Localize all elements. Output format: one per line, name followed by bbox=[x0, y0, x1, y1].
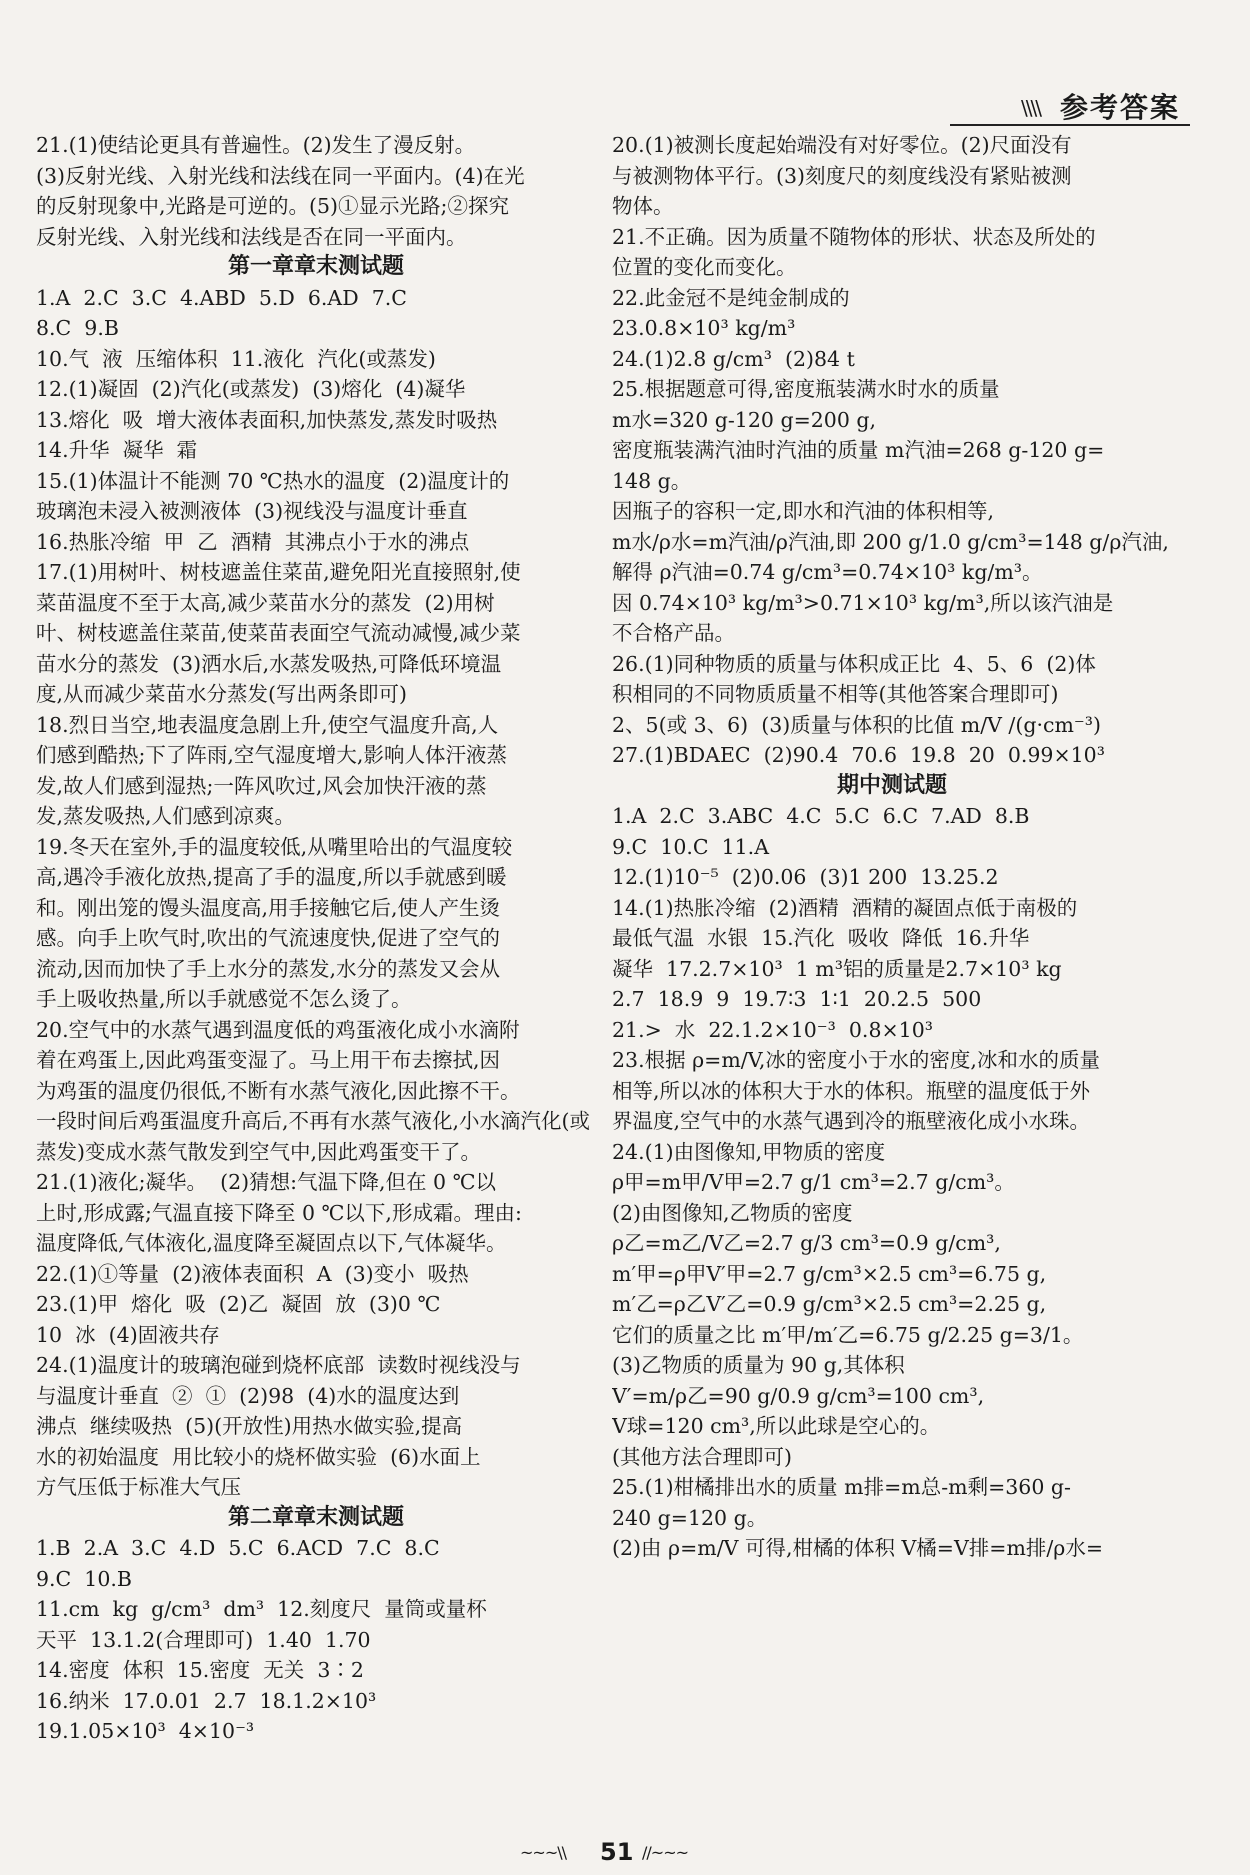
header-rule bbox=[950, 124, 1190, 126]
answer-line: (3)乙物质的质量为 90 g,其体积 bbox=[612, 1353, 905, 1377]
answer-line: 25.(1)柑橘排出水的质量 m排=m总-m剩=360 g- bbox=[612, 1475, 1071, 1499]
answer-line: 与被测物体平行。(3)刻度尺的刻度线没有紧贴被测 bbox=[612, 163, 1072, 188]
answer-line: 手上吸收热量,所以手就感觉不怎么烫了。 bbox=[36, 987, 412, 1011]
answer-line: 25.根据题意可得,密度瓶装满水时水的质量 bbox=[612, 377, 1000, 401]
answer-line: 的反射现象中,光路是可逆的。(5)①显示光路;②探究 bbox=[36, 194, 509, 218]
header-decoration: \\\\ bbox=[1021, 96, 1040, 120]
answer-line: 一段时间后鸡蛋温度升高后,不再有水蒸气液化,小水滴汽化(或 bbox=[36, 1109, 591, 1133]
answer-line: 沸点 继续吸热 (5)(开放性)用热水做实验,提高 bbox=[36, 1414, 463, 1438]
answer-line: 高,遇冷手液化放热,提高了手的温度,所以手就感到暖 bbox=[36, 865, 507, 889]
answer-line: 18.烈日当空,地表温度急剧上升,使空气温度升高,人 bbox=[36, 712, 499, 737]
answer-line: (其他方法合理即可) bbox=[612, 1444, 792, 1469]
answer-line: 22.此金冠不是纯金制成的 bbox=[612, 285, 850, 310]
answer-line: 因瓶子的容积一定,即水和汽油的体积相等, bbox=[612, 499, 995, 523]
answer-line: 23.0.8×10³ kg/m³ bbox=[612, 316, 796, 340]
answer-line: 和。刚出笼的馒头温度高,用手接触它后,使人产生烫 bbox=[36, 895, 501, 920]
answer-line: 不合格产品。 bbox=[612, 621, 735, 645]
answer-line: 21.(1)液化;凝华。 (2)猜想:气温下降,但在 0 ℃以 bbox=[36, 1170, 497, 1194]
answer-line: 19.1.05×10³ 4×10⁻³ bbox=[36, 1719, 255, 1743]
answer-line: 上时,形成露;气温直接下降至 0 ℃以下,形成霜。理由: bbox=[36, 1200, 522, 1225]
answer-line: 21.(1)使结论更具有普遍性。(2)发生了漫反射。 bbox=[36, 133, 476, 157]
answer-line: 积相同的不同物质质量不相等(其他答案合理即可) bbox=[612, 682, 1059, 706]
answer-line: 11.cm kg g/cm³ dm³ 12.刻度尺 量筒或量杯 bbox=[36, 1597, 487, 1621]
answer-line: 14.密度 体积 15.密度 无关 3∶2 bbox=[36, 1658, 364, 1682]
answer-line: 密度瓶装满汽油时汽油的质量 m汽油=268 g-120 g= bbox=[612, 438, 1105, 462]
answer-line: 2、5(或 3、6) (3)质量与体积的比值 m/V /(g·cm⁻³) bbox=[612, 712, 1101, 737]
answer-line: 10.气 液 压缩体积 11.液化 汽化(或蒸发) bbox=[36, 346, 436, 371]
answer-line: 水的初始温度 用比较小的烧杯做实验 (6)水面上 bbox=[36, 1444, 481, 1469]
answer-line: 13.熔化 吸 增大液体表面积,加快蒸发,蒸发时吸热 bbox=[36, 407, 498, 432]
section-heading: 第二章章末测试题 bbox=[227, 1504, 404, 1530]
answer-line: 20.空气中的水蒸气遇到温度低的鸡蛋液化成小水滴附 bbox=[36, 1017, 520, 1042]
answer-line: 23.(1)甲 熔化 吸 (2)乙 凝固 放 (3)0 ℃ bbox=[36, 1292, 441, 1316]
answer-line: ρ乙=m乙/V乙=2.7 g/3 cm³=0.9 g/cm³, bbox=[612, 1231, 1001, 1255]
answer-line: m水=320 g-120 g=200 g, bbox=[612, 407, 877, 432]
left-column bbox=[36, 130, 596, 1747]
answer-line: 240 g=120 g。 bbox=[612, 1505, 768, 1530]
answer-line: ρ甲=m甲/V甲=2.7 g/1 cm³=2.7 g/cm³。 bbox=[612, 1170, 1015, 1194]
answer-line: 9.C 10.C 11.A bbox=[612, 834, 770, 859]
answer-line: V′=m/ρ乙=90 g/0.9 g/cm³=100 cm³, bbox=[612, 1383, 985, 1408]
answer-line: 20.(1)被测长度起始端没有对好零位。(2)尺面没有 bbox=[612, 133, 1072, 157]
answer-line: 26.(1)同种物质的质量与体积成正比 4、5、6 (2)体 bbox=[612, 651, 1096, 676]
answer-line: 24.(1)由图像知,甲物质的密度 bbox=[612, 1139, 886, 1164]
answer-line: 最低气温 水银 15.汽化 吸收 降低 16.升华 bbox=[612, 926, 1030, 950]
answer-line: 14.升华 凝华 霜 bbox=[36, 438, 198, 462]
answer-line: 们感到酷热;下了阵雨,空气湿度增大,影响人体汗液蒸 bbox=[36, 743, 507, 767]
answer-line: 15.(1)体温计不能测 70 ℃热水的温度 (2)温度计的 bbox=[36, 468, 510, 493]
answer-line: 17.(1)用树叶、树枝遮盖住菜苗,避免阳光直接照射,使 bbox=[36, 560, 521, 584]
answer-line: 反射光线、入射光线和法线是否在同一平面内。 bbox=[36, 224, 467, 249]
answer-line: 发,蒸发吸热,人们感到凉爽。 bbox=[36, 804, 296, 828]
answer-line: 天平 13.1.2(合理即可) 1.40 1.70 bbox=[36, 1627, 371, 1652]
answer-line: m水/ρ水=m汽油/ρ汽油,即 200 g/1.0 g/cm³=148 g/ρ汽油, bbox=[612, 529, 1169, 554]
answer-line: 流动,因而加快了手上水分的蒸发,水分的蒸发又会从 bbox=[36, 956, 501, 981]
answer-line: 解得 ρ汽油=0.74 g/cm³=0.74×10³ kg/m³。 bbox=[612, 560, 1043, 584]
answer-line: 因 0.74×10³ kg/m³>0.71×10³ kg/m³,所以该汽油是 bbox=[612, 590, 1114, 615]
answer-line: 24.(1)2.8 g/cm³ (2)84 t bbox=[612, 346, 855, 371]
answer-line: 位置的变化而变化。 bbox=[612, 255, 797, 279]
answer-line: 24.(1)温度计的玻璃泡碰到烧杯底部 读数时视线没与 bbox=[36, 1353, 521, 1377]
answer-line: (2)由 ρ=m/V 可得,柑橘的体积 V橘=V排=m排/ρ水= bbox=[612, 1536, 1104, 1560]
footer-decoration-right: //~~~ bbox=[642, 1843, 688, 1862]
answer-line: 16.热胀冷缩 甲 乙 酒精 其沸点小于水的沸点 bbox=[36, 529, 470, 554]
answer-line: (3)反射光线、入射光线和法线在同一平面内。(4)在光 bbox=[36, 163, 525, 188]
answer-line: 148 g。 bbox=[612, 468, 692, 493]
answer-line: 度,从而减少菜苗水分蒸发(写出两条即可) bbox=[36, 682, 408, 706]
answer-line: 2.7 18.9 9 19.7∶3 1∶1 20.2.5 500 bbox=[612, 987, 982, 1011]
answer-line: 菜苗温度不至于太高,减少菜苗水分的蒸发 (2)用树 bbox=[36, 590, 495, 615]
answer-line: 12.(1)凝固 (2)汽化(或蒸发) (3)熔化 (4)凝华 bbox=[36, 377, 466, 401]
answer-line: 叶、树枝遮盖住菜苗,使菜苗表面空气流动减慢,减少菜 bbox=[36, 621, 521, 645]
answer-line: 温度降低,气体液化,温度降至凝固点以下,气体凝华。 bbox=[36, 1231, 507, 1255]
answer-line: 21.> 水 22.1.2×10⁻³ 0.8×10³ bbox=[612, 1017, 933, 1042]
answer-line: 22.(1)①等量 (2)液体表面积 A (3)变小 吸热 bbox=[36, 1261, 469, 1286]
answer-line: (2)由图像知,乙物质的密度 bbox=[612, 1200, 853, 1225]
answer-line: 凝华 17.2.7×10³ 1 m³铝的质量是2.7×10³ kg bbox=[612, 956, 1062, 981]
answer-line: 14.(1)热胀冷缩 (2)酒精 酒精的凝固点低于南极的 bbox=[612, 895, 1078, 920]
answer-line: 感。向手上吹气时,吹出的气流速度快,促进了空气的 bbox=[36, 926, 501, 950]
answer-line: V球=120 cm³,所以此球是空心的。 bbox=[612, 1414, 941, 1438]
answer-line: 27.(1)BDAEC (2)90.4 70.6 19.8 20 0.99×10³ bbox=[612, 743, 1105, 767]
answer-line: 9.C 10.B bbox=[36, 1566, 132, 1591]
answer-line: 为鸡蛋的温度仍很低,不断有水蒸气液化,因此擦不干。 bbox=[36, 1078, 521, 1103]
answer-line: 发,故人们感到湿热;一阵风吹过,风会加快汗液的蒸 bbox=[36, 773, 487, 798]
answer-line: m′乙=ρ乙V′乙=0.9 g/cm³×2.5 cm³=2.25 g, bbox=[612, 1292, 1047, 1316]
page-header-title: 参考答案 bbox=[1059, 91, 1180, 124]
answer-line: 界温度,空气中的水蒸气遇到冷的瓶壁液化成小水珠。 bbox=[612, 1109, 1091, 1133]
answer-line: 苗水分的蒸发 (3)洒水后,水蒸发吸热,可降低环境温 bbox=[36, 651, 502, 676]
answer-line: 它们的质量之比 m′甲/m′乙=6.75 g/2.25 g=3/1。 bbox=[612, 1322, 1084, 1347]
answer-line: 19.冬天在室外,手的温度较低,从嘴里哈出的气温度较 bbox=[36, 834, 513, 859]
answer-line: m′甲=ρ甲V′甲=2.7 g/cm³×2.5 cm³=6.75 g, bbox=[612, 1261, 1047, 1286]
page-number: 51 bbox=[600, 1838, 634, 1866]
answer-line: 与温度计垂直 ② ① (2)98 (4)水的温度达到 bbox=[36, 1383, 460, 1408]
answer-line: 方气压低于标准大气压 bbox=[36, 1475, 241, 1499]
answer-line: 1.A 2.C 3.ABC 4.C 5.C 6.C 7.AD 8.B bbox=[612, 804, 1030, 828]
footer-decoration-left: ~~~\\ bbox=[520, 1843, 566, 1862]
answer-line: 23.根据 ρ=m/V,冰的密度小于水的密度,冰和水的质量 bbox=[612, 1048, 1100, 1072]
answer-line: 8.C 9.B bbox=[36, 316, 119, 340]
answer-line: 相等,所以冰的体积大于水的体积。瓶壁的温度低于外 bbox=[612, 1078, 1091, 1103]
answer-line: 着在鸡蛋上,因此鸡蛋变湿了。马上用干布去擦拭,因 bbox=[36, 1048, 501, 1072]
answer-line: 物体。 bbox=[612, 194, 674, 218]
answer-line: 16.纳米 17.0.01 2.7 18.1.2×10³ bbox=[36, 1688, 377, 1713]
section-heading: 第一章章末测试题 bbox=[227, 254, 404, 279]
right-column bbox=[612, 130, 1172, 1564]
answer-line: 10 冰 (4)固液共存 bbox=[36, 1322, 220, 1347]
answer-line: 12.(1)10⁻⁵ (2)0.06 (3)1 200 13.25.2 bbox=[612, 865, 999, 889]
answer-line: 1.A 2.C 3.C 4.ABD 5.D 6.AD 7.C bbox=[36, 285, 407, 310]
section-heading: 期中测试题 bbox=[836, 772, 947, 798]
answer-line: 1.B 2.A 3.C 4.D 5.C 6.ACD 7.C 8.C bbox=[36, 1536, 440, 1560]
answer-line: 21.不正确。因为质量不随物体的形状、状态及所处的 bbox=[612, 224, 1096, 249]
answer-line: 玻璃泡未浸入被测液体 (3)视线没与温度计垂直 bbox=[36, 499, 468, 523]
answer-line: 蒸发)变成水蒸气散发到空气中,因此鸡蛋变干了。 bbox=[36, 1139, 482, 1164]
